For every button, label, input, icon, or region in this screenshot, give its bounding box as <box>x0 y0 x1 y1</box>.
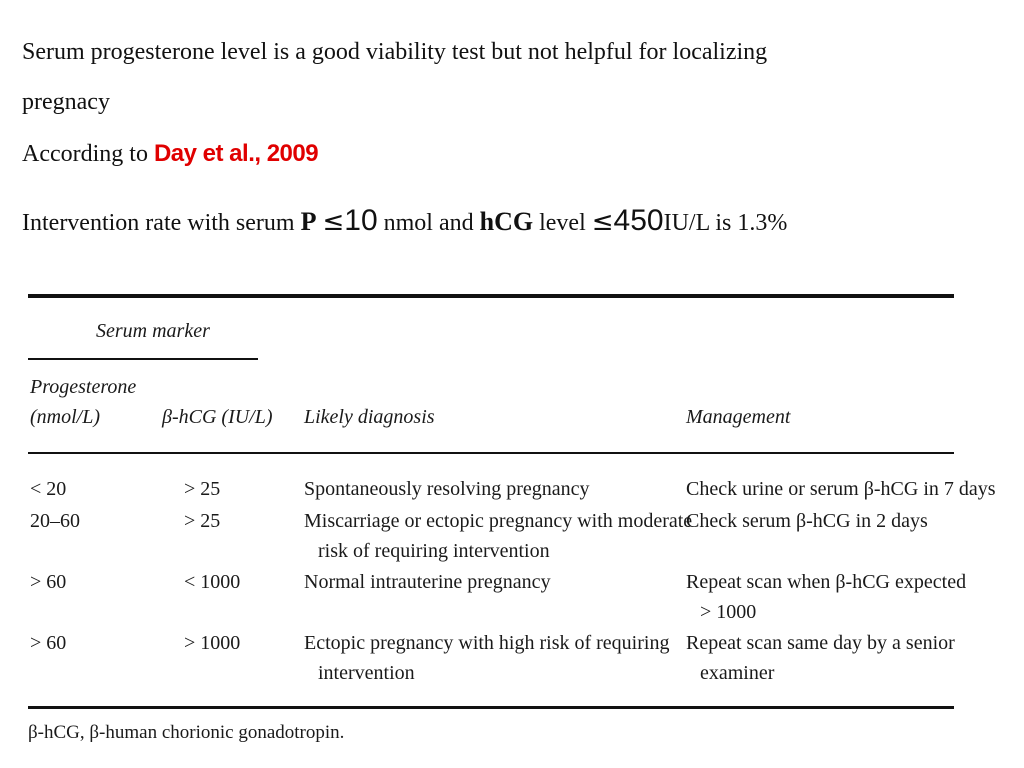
intervention-prefix: Intervention rate with serum <box>22 210 301 236</box>
row4-management-cont: examiner <box>700 662 775 684</box>
p-threshold-value: 10 <box>344 204 378 237</box>
serum-marker-table <box>28 294 996 764</box>
group-header-serum-marker: Serum marker <box>96 320 210 342</box>
header-progesterone-line2: (nmol/L) <box>30 406 100 428</box>
citation-reference: Day et al., 2009 <box>153 140 319 167</box>
intervention-level: level <box>533 210 592 236</box>
row3-progesterone: > 60 <box>30 571 67 593</box>
row2-diagnosis: Miscarriage or ectopic pregnancy with moderate <box>304 510 693 532</box>
table-top-rule <box>28 294 954 298</box>
marker-p: P <box>300 207 317 236</box>
row3-diagnosis: Normal intrauterine pregnancy <box>304 571 551 593</box>
row1-progesterone: < 20 <box>30 478 67 500</box>
row3-management-cont: > 1000 <box>700 601 757 623</box>
row4-management: Repeat scan same day by a senior <box>686 632 955 654</box>
header-diagnosis: Likely diagnosis <box>304 406 435 428</box>
header-progesterone-line1: Progesterone <box>30 376 137 398</box>
row2-hcg: > 25 <box>184 510 221 532</box>
row3-management: Repeat scan when β-hCG expected <box>686 571 967 593</box>
header-progesterone <box>30 372 136 432</box>
intervention-mid: nmol and <box>377 210 480 236</box>
hcg-threshold-value: 450 <box>613 204 664 237</box>
table-header-rule <box>28 452 954 454</box>
header-hcg: β-hCG (IU/L) <box>162 406 273 428</box>
table-bottom-rule <box>28 706 954 709</box>
header-management: Management <box>686 406 791 428</box>
citation-prefix: According to <box>22 141 154 167</box>
marker-hcg: hCG <box>479 207 534 236</box>
row2-diagnosis-cont: risk of requiring intervention <box>318 540 550 562</box>
row4-progesterone: > 60 <box>30 632 67 654</box>
row1-diagnosis: Spontaneously resolving pregnancy <box>304 478 590 500</box>
table-footnote: β-hCG, β-human chorionic gonadotropin. <box>28 722 345 743</box>
row2-progesterone: 20–60 <box>30 510 80 532</box>
row4-hcg: > 1000 <box>184 632 241 654</box>
group-header-rule <box>28 358 258 360</box>
citation-line <box>22 142 318 166</box>
intro-line-2: pregnacy <box>22 89 110 115</box>
intro-line-1: Serum progesterone level is a good viability test but not helpful for localizing <box>22 39 768 65</box>
intervention-rate-line <box>22 206 787 236</box>
row1-management: Check urine or serum β-hCG in 7 days <box>686 478 996 500</box>
row2-management: Check serum β-hCG in 2 days <box>686 510 928 532</box>
row4-diagnosis: Ectopic pregnancy with high risk of requiring <box>304 632 670 654</box>
leq-symbol-hcg: ≤ <box>591 207 614 237</box>
leq-symbol-p: ≤ <box>322 207 345 237</box>
row3-hcg: < 1000 <box>184 571 241 593</box>
row1-hcg: > 25 <box>184 478 221 500</box>
intervention-suffix: IU/L is 1.3% <box>663 210 788 236</box>
row4-diagnosis-cont: intervention <box>318 662 415 684</box>
